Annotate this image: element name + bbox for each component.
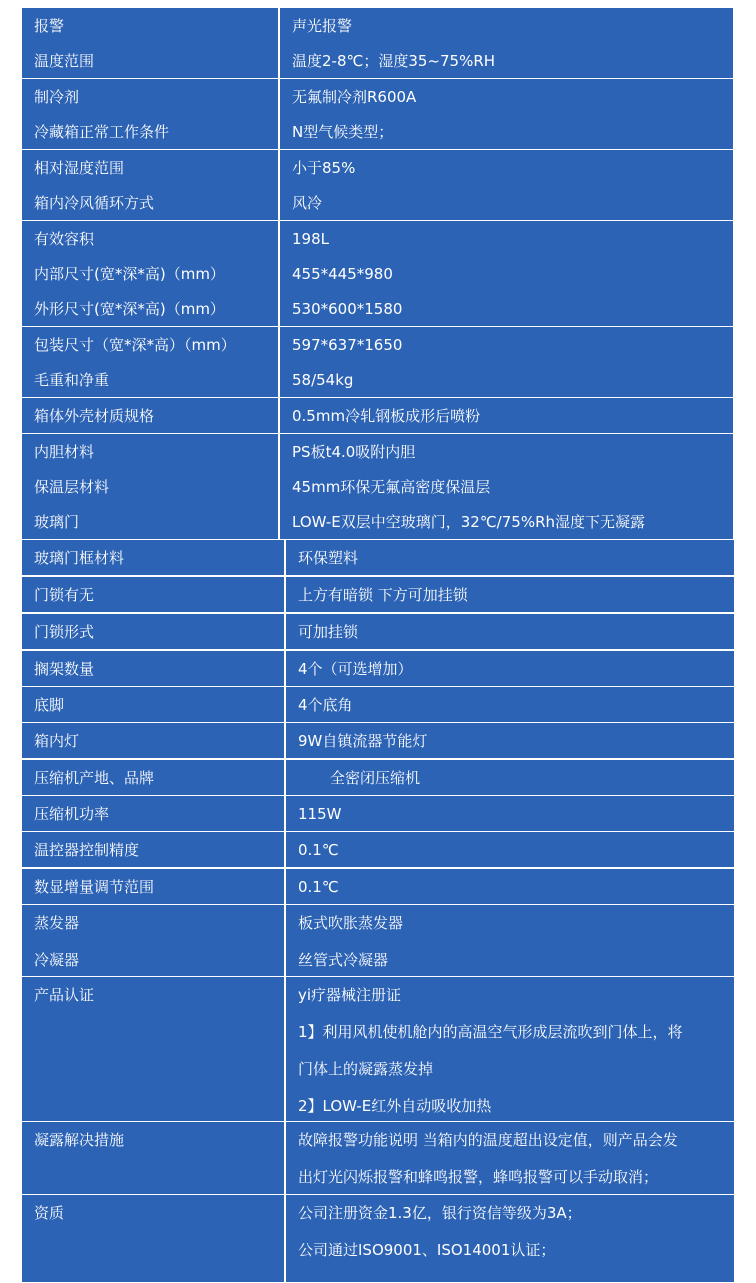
spec-value: 小于85% [280, 150, 733, 186]
spec-label [22, 905, 286, 977]
spec-label: 温度范围 [22, 43, 280, 79]
spec-value: 上方有暗锁 下方可加挂锁 [286, 577, 734, 613]
spec-label: 门锁形式 [22, 614, 286, 650]
spec-label [22, 977, 286, 1122]
spec-value: 0.1℃ [286, 869, 734, 905]
spec-label: 内部尺寸(宽*深*高)（mm） [22, 256, 280, 292]
spec-value: N型气候类型； [280, 114, 733, 150]
spec-value: 4个底角 [286, 687, 734, 723]
spec-row [22, 614, 734, 650]
spec-value: 温度2-8℃；湿度35~75%RH [280, 43, 733, 79]
spec-row [22, 150, 733, 186]
spec-value: PS板t4.0吸附内胆 [280, 434, 733, 470]
spec-value: 455*445*980 [280, 256, 733, 292]
spec-label-line: 蒸发器 [34, 914, 80, 932]
spec-label: 外形尺寸(宽*深*高)（mm） [22, 291, 280, 327]
spec-value: 530*600*1580 [280, 291, 733, 327]
spec-row-certification [22, 977, 734, 1122]
spec-value [286, 977, 734, 1122]
spec-row [22, 362, 733, 398]
spec-value-line: 2】LOW-E红外自动吸收加热 [298, 1097, 492, 1115]
spec-row [22, 8, 733, 44]
spec-label: 箱内灯 [22, 723, 286, 759]
spec-label: 冷藏箱正常工作条件 [22, 114, 280, 150]
spec-label [22, 1195, 286, 1283]
spec-label: 压缩机功率 [22, 796, 286, 832]
spec-value: LOW-E双层中空玻璃门，32℃/75%Rh湿度下无凝露 [280, 504, 733, 540]
spec-row [22, 43, 733, 79]
spec-row [22, 504, 733, 540]
spec-value: 环保塑料 [286, 540, 734, 576]
spec-label: 数显增量调节范围 [22, 869, 286, 905]
spec-row [22, 221, 733, 257]
spec-label-line: 资质 [34, 1204, 65, 1222]
spec-value-line: 公司注册资金1.3亿，银行资信等级为3A； [298, 1204, 582, 1222]
spec-row [22, 869, 734, 905]
spec-value: 全密闭压缩机 [286, 760, 734, 796]
spec-row [22, 760, 734, 796]
spec-row [22, 577, 734, 613]
spec-label: 底脚 [22, 687, 286, 723]
spec-row [22, 398, 733, 434]
spec-value: 9W自镇流器节能灯 [286, 723, 734, 759]
spec-value: 115W [286, 796, 734, 832]
spec-row [22, 327, 733, 363]
spec-label: 毛重和净重 [22, 362, 280, 398]
spec-row-evaporator [22, 905, 734, 977]
spec-value-line: 门体上的凝露蒸发掉 [298, 1060, 434, 1078]
spec-label: 制冷剂 [22, 79, 280, 115]
spec-row [22, 114, 733, 150]
spec-value: 597*637*1650 [280, 327, 733, 363]
spec-value-line: 出灯光闪烁报警和蜂鸣报警，蜂鸣报警可以手动取消； [298, 1168, 659, 1186]
spec-value: 无氟制冷剂R600A [280, 79, 733, 115]
spec-value: 风冷 [280, 185, 733, 221]
spec-value: 198L [280, 221, 733, 257]
spec-value-line: 公司通过ISO9001、ISO14001认证； [298, 1241, 556, 1259]
spec-value: 58/54kg [280, 362, 733, 398]
spec-label-line: 凝露解决措施 [34, 1131, 125, 1149]
spec-value-line: yi疗器械注册证 [298, 986, 402, 1004]
spec-row [22, 687, 734, 723]
spec-label: 内胆材料 [22, 434, 280, 470]
spec-value [286, 1195, 734, 1283]
spec-row-condensation [22, 1122, 734, 1195]
spec-value: 0.1℃ [286, 832, 734, 868]
spec-value [286, 905, 734, 977]
spec-label: 有效容积 [22, 221, 280, 257]
spec-label: 箱内冷风循环方式 [22, 185, 280, 221]
spec-label: 包装尺寸（宽*深*高）（mm） [22, 327, 280, 363]
spec-value-line: 故障报警功能说明 当箱内的温度超出设定值，则产品会发 [298, 1131, 678, 1149]
spec-value: 0.5mm冷轧钢板成形后喷粉 [280, 398, 733, 434]
spec-value [286, 1122, 734, 1195]
spec-label [22, 1122, 286, 1195]
spec-label: 保温层材料 [22, 469, 280, 505]
spec-value: 可加挂锁 [286, 614, 734, 650]
spec-label: 温控器控制精度 [22, 832, 286, 868]
spec-label: 箱体外壳材质规格 [22, 398, 280, 434]
spec-label: 相对湿度范围 [22, 150, 280, 186]
spec-row [22, 796, 734, 832]
spec-label: 门锁有无 [22, 577, 286, 613]
spec-row [22, 540, 734, 576]
spec-row [22, 256, 733, 292]
spec-value: 声光报警 [280, 8, 733, 44]
spec-value-line: 板式吹胀蒸发器 [298, 914, 404, 932]
spec-label-line: 产品认证 [34, 986, 95, 1004]
spec-row [22, 79, 733, 115]
spec-value: 4个（可选增加） [286, 651, 734, 687]
spec-value: 45mm环保无氟高密度保温层 [280, 469, 733, 505]
spec-label: 报警 [22, 8, 280, 44]
spec-row [22, 185, 733, 221]
spec-row [22, 291, 733, 327]
spec-row-qualification [22, 1195, 734, 1283]
spec-value-line: 丝管式冷凝器 [298, 951, 389, 969]
spec-label: 搁架数量 [22, 651, 286, 687]
spec-value-line: 1】利用风机使机舱内的高温空气形成层流吹到门体上，将 [298, 1023, 683, 1041]
spec-row [22, 469, 733, 505]
spec-label: 压缩机产地、品牌 [22, 760, 286, 796]
spec-label-line: 冷凝器 [34, 951, 80, 969]
spec-row [22, 832, 734, 868]
spec-label: 玻璃门 [22, 504, 280, 540]
spec-row [22, 723, 734, 759]
spec-row [22, 434, 733, 470]
spec-row [22, 651, 734, 687]
spec-label: 玻璃门框材料 [22, 540, 286, 576]
